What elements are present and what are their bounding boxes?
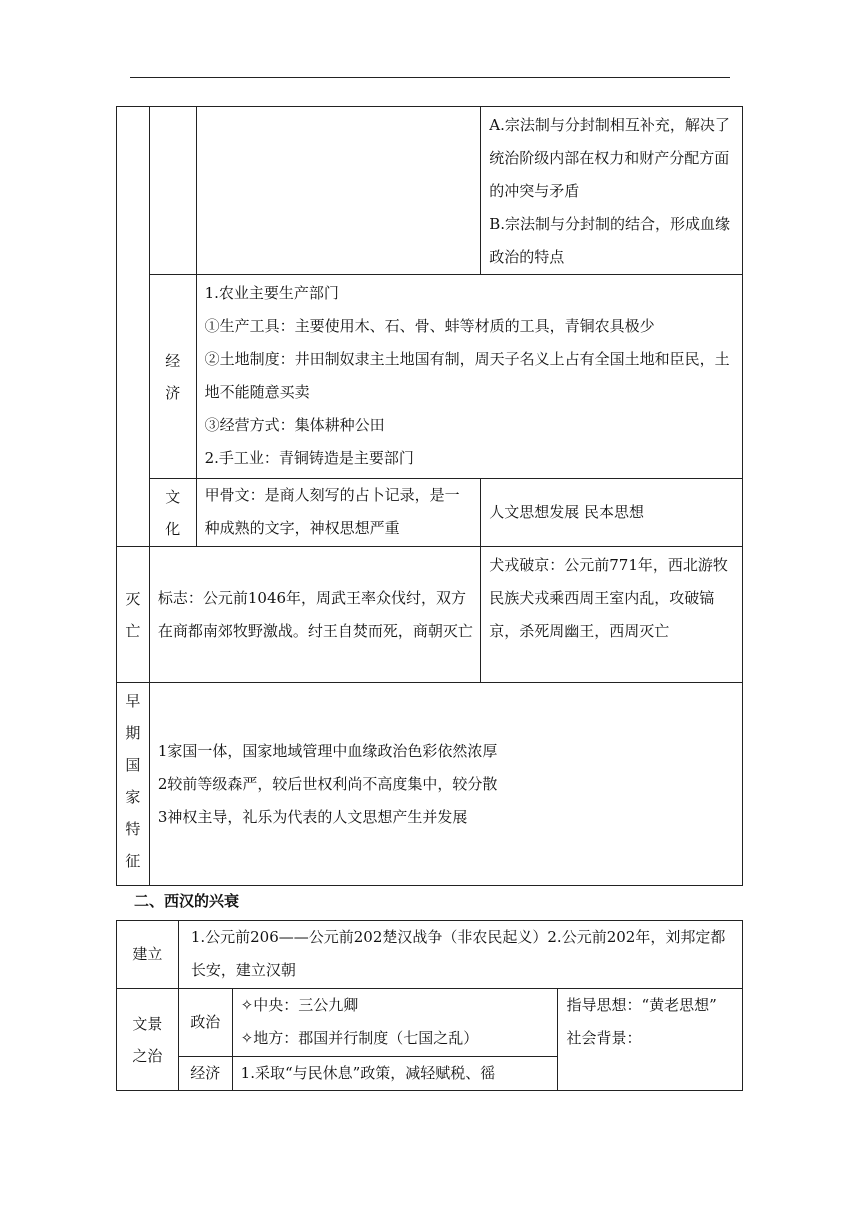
economy-label-han: 经济 [178,1057,232,1091]
establish-label: 建立 [117,921,179,989]
economy-label: 经 济 [149,275,196,479]
economy-line: ③经营方式：集体耕种公田 [204,416,385,434]
feature-line: 2较前等级森严，较后世权利尚不高度集中，较分散 [157,774,498,793]
guide-thought: 指导思想：“黄老思想” [566,996,717,1014]
western-han-table [116,920,743,1091]
culture-shang: 甲骨文：是商人刻写的占卜记录，是一种成熟的文字，神权思想严重 [196,479,481,547]
politics-central: ✧中央：三公九卿 [240,996,359,1014]
features-label: 早 期 国 家 特 征 [117,683,150,886]
section-heading: 二、西汉的兴衰 [134,892,240,910]
culture-zhou: 人文思想发展 民本思想 [481,479,743,547]
shang-zhou-table [116,106,743,886]
features-content [149,683,742,886]
economy-content-han: 1.采取“与民休息”政策，减轻赋税、徭 [232,1057,558,1091]
zongfa-cell [481,107,743,275]
wenjing-label: 文景 之治 [117,989,179,1091]
feature-line: 1家国一体，国家地域管理中血缘政治色彩依然浓厚 [157,741,498,760]
economy-line: 2.手工业：青铜铸造是主要部门 [204,449,414,467]
culture-label: 文 化 [149,479,196,547]
politics-local: ✧地方：郡国并行制度（七国之乱） [240,1029,479,1047]
politics-content [232,989,558,1057]
fall-zhou: 犬戎破京：公元前771年，西北游牧民族犬戎乘西周王室内乱，攻破镐京，杀死周幽王，西周灭亡 [481,547,743,683]
blank-label-cell [149,107,196,275]
zongfa-a: A.宗法制与分封制相互补充，解决了统治阶级内部在权力和财产分配方面的冲突与矛盾 [489,116,730,200]
economy-line: 1.农业主要生产部门 [204,284,339,302]
outer-left-cell [117,107,150,547]
fall-shang: 标志：公元前1046年，周武王率众伐纣，双方在商都南郊牧野激战。纣王自焚而死，商朝灭亡 [149,547,480,683]
blank-shang-cell [196,107,481,275]
fall-label: 灭 亡 [117,547,150,683]
zongfa-b: B.宗法制与分封制的结合，形成血缘政治的特点 [489,215,731,266]
social-background: 社会背景： [566,1029,642,1047]
economy-content [196,275,742,479]
feature-line: 3神权主导，礼乐为代表的人文思想产生并发展 [157,807,468,826]
economy-line: ①生产工具：主要使用木、石、骨、蚌等材质的工具，青铜农具极少 [204,317,655,335]
header-rule [130,77,730,78]
guide-cell [558,989,743,1091]
economy-line: ②土地制度：井田制奴隶主土地国有制，周天子名义上占有全国土地和臣民，土地不能随意买卖 [204,350,730,401]
politics-label: 政治 [178,989,232,1057]
establish-content: 1.公元前206——公元前202楚汉战争（非农民起义）2.公元前202年，刘邦定都长安，建立汉朝 [178,921,742,989]
